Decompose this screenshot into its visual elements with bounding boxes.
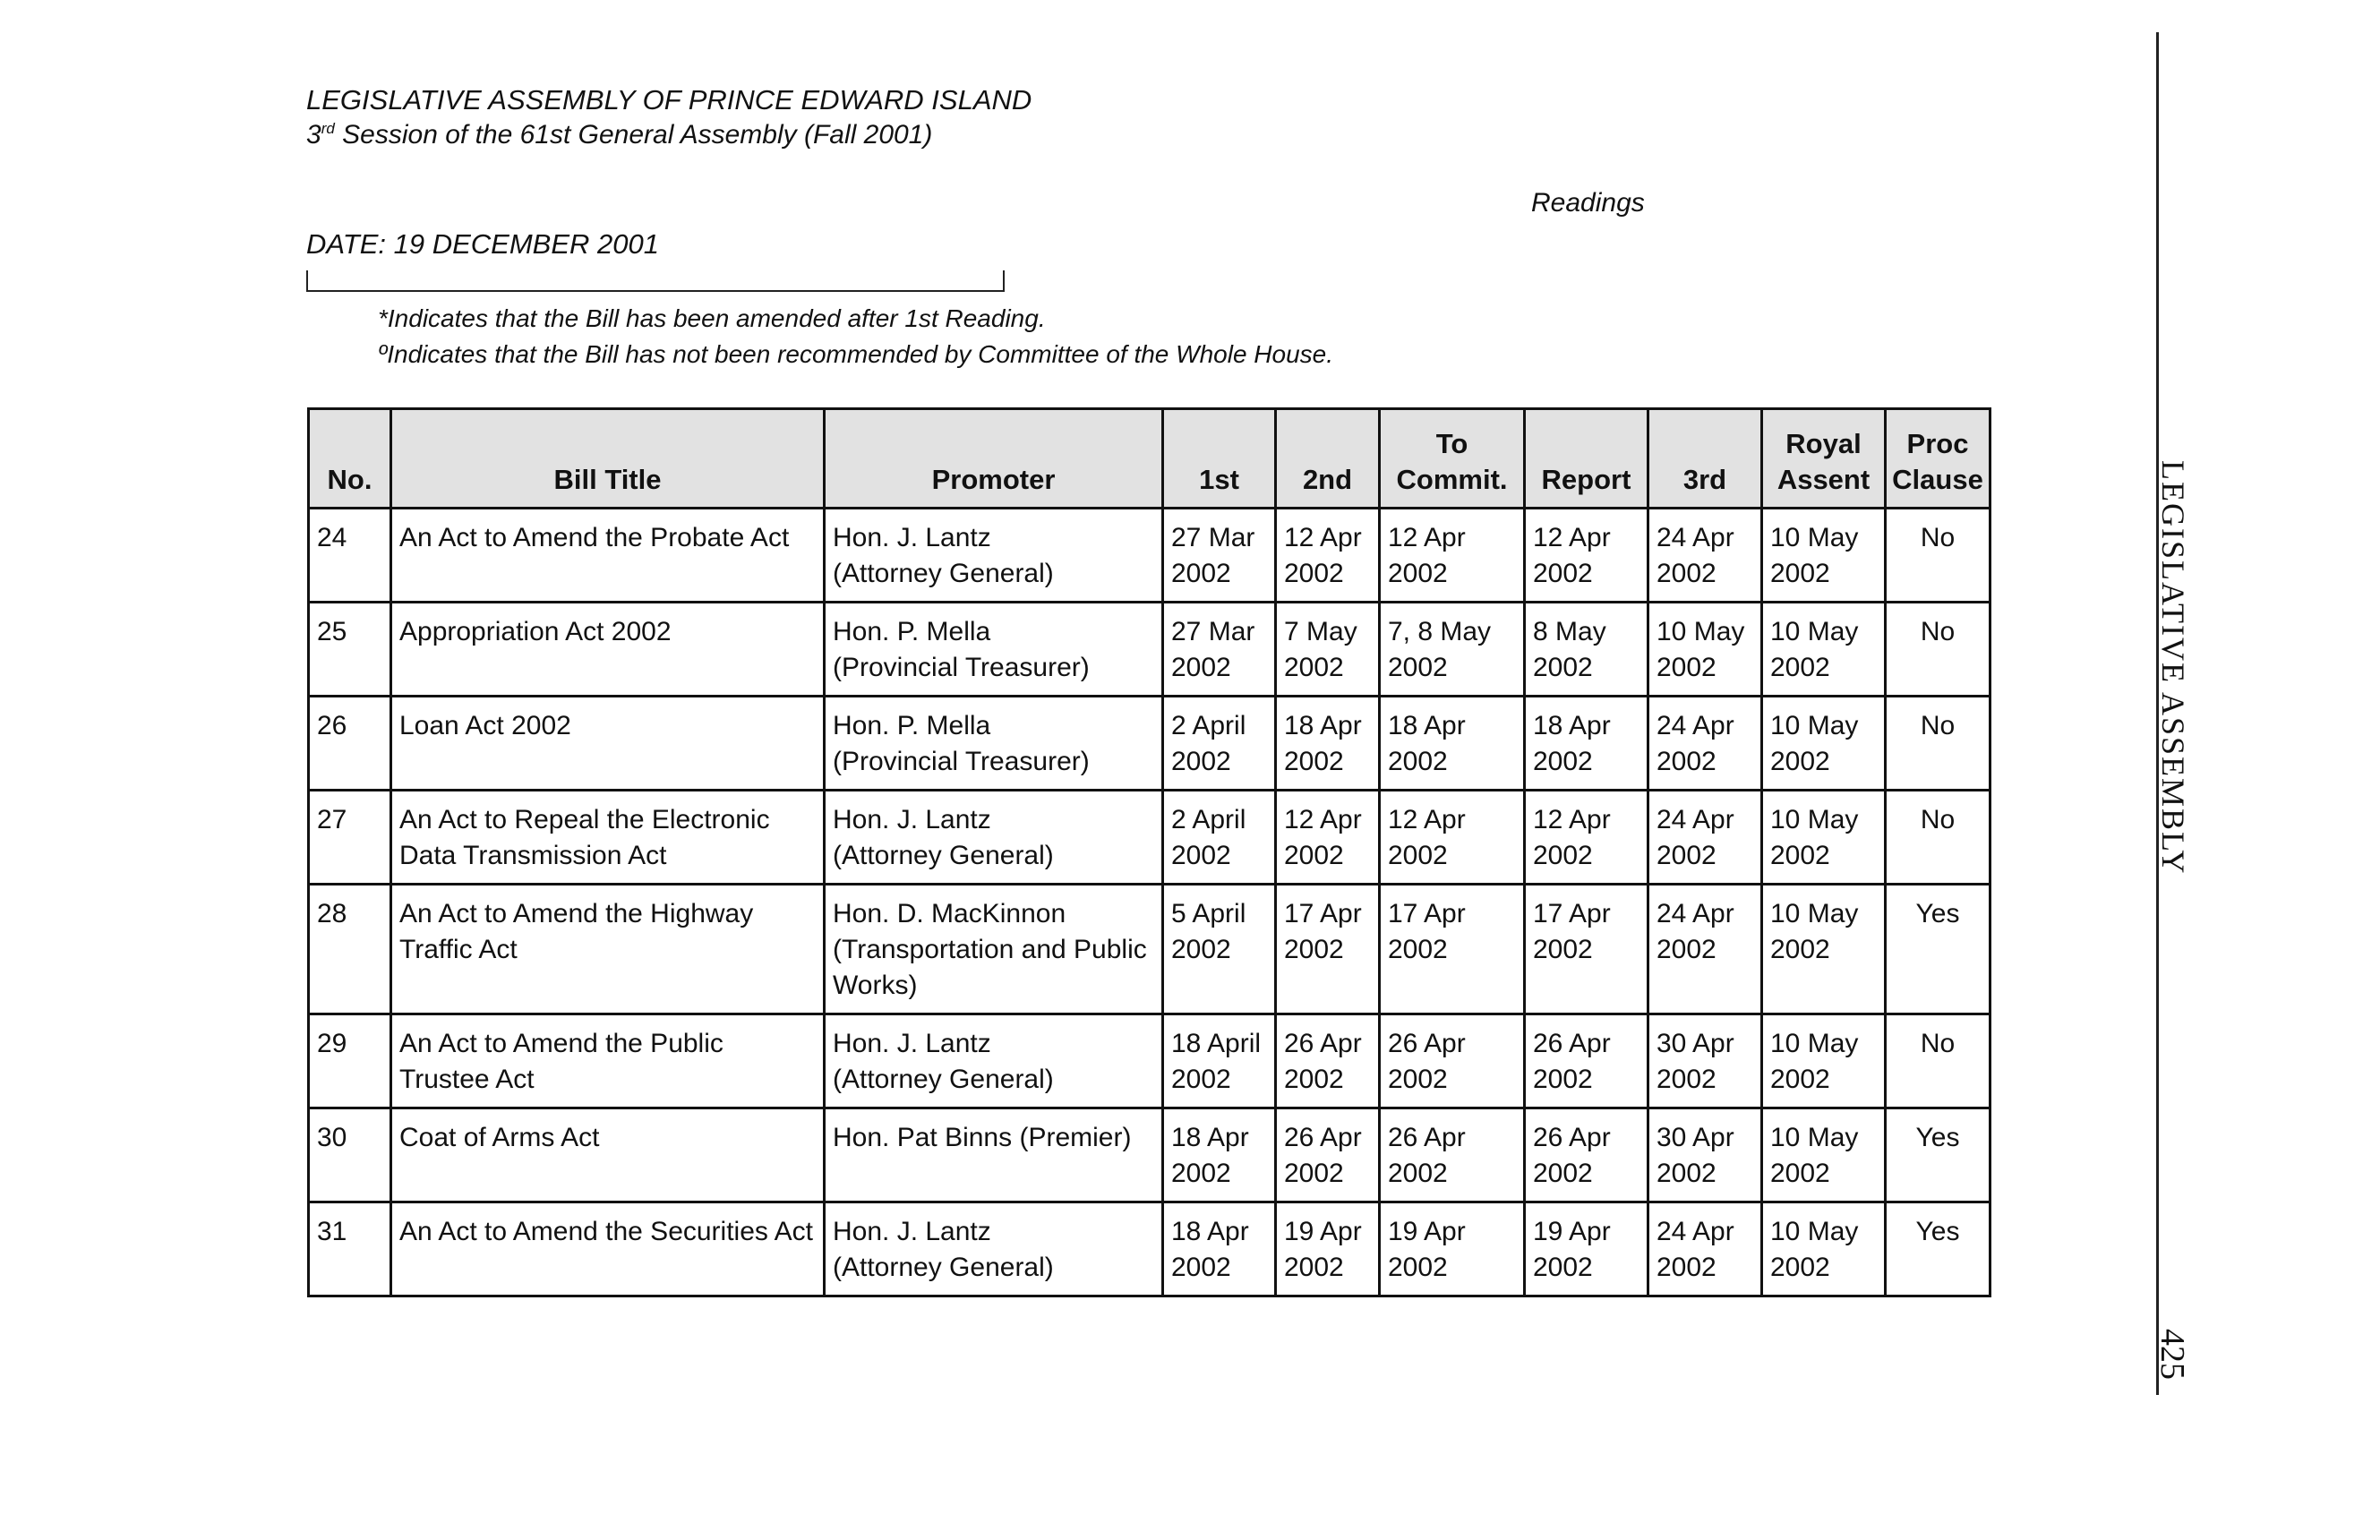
to-commit-date: 26 Apr 2002 <box>1380 1108 1525 1202</box>
table-row <box>309 603 1990 697</box>
report-date: 19 Apr 2002 <box>1525 1202 1648 1296</box>
proc-clause-value: Yes <box>1886 1202 1990 1296</box>
table-row <box>309 697 1990 791</box>
col-header-first-reading: 1st <box>1163 409 1276 509</box>
table-row <box>309 791 1990 885</box>
second-reading-date: 26 Apr 2002 <box>1276 1014 1380 1108</box>
table-row <box>309 1202 1990 1296</box>
royal-assent-date: 10 May 2002 <box>1762 1202 1886 1296</box>
bill-number: 28 <box>309 885 391 1014</box>
royal-assent-date: 10 May 2002 <box>1762 1014 1886 1108</box>
first-reading-date: 2 April 2002 <box>1163 791 1276 885</box>
third-reading-date: 24 Apr 2002 <box>1648 1202 1762 1296</box>
date-line: DATE: 19 DECEMBER 2001 <box>306 228 659 260</box>
bill-title: Coat of Arms Act <box>391 1108 825 1202</box>
col-header-second-reading: 2nd <box>1276 409 1380 509</box>
bill-title: Loan Act 2002 <box>391 697 825 791</box>
third-reading-date: 24 Apr 2002 <box>1648 885 1762 1014</box>
first-reading-date: 5 April 2002 <box>1163 885 1276 1014</box>
blank-field-bracket <box>306 270 1005 292</box>
first-reading-date: 18 Apr 2002 <box>1163 1108 1276 1202</box>
report-date: 8 May 2002 <box>1525 603 1648 697</box>
note-amended: *Indicates that the Bill has been amended after 1st Reading. <box>378 304 1046 332</box>
report-date: 17 Apr 2002 <box>1525 885 1648 1014</box>
proc-clause-value: Yes <box>1886 885 1990 1014</box>
bill-number: 29 <box>309 1014 391 1108</box>
bill-number: 25 <box>309 603 391 697</box>
session-description: Session of the 61st General Assembly (Fall 2001) <box>334 120 933 150</box>
readings-label: Readings <box>1531 188 1645 218</box>
bill-promoter: Hon. J. Lantz (Attorney General) <box>825 509 1163 603</box>
proc-clause-value: No <box>1886 697 1990 791</box>
third-reading-date: 24 Apr 2002 <box>1648 791 1762 885</box>
second-reading-date: 17 Apr 2002 <box>1276 885 1380 1014</box>
note-not-recommended: ºIndicates that the Bill has not been recommended by Committee of the Whole House. <box>378 340 1334 368</box>
second-reading-date: 26 Apr 2002 <box>1276 1108 1380 1202</box>
bill-number: 27 <box>309 791 391 885</box>
third-reading-date: 30 Apr 2002 <box>1648 1108 1762 1202</box>
bill-title: An Act to Amend the Highway Traffic Act <box>391 885 825 1014</box>
bill-title: Appropriation Act 2002 <box>391 603 825 697</box>
to-commit-date: 7, 8 May 2002 <box>1380 603 1525 697</box>
first-reading-date: 27 Mar 2002 <box>1163 603 1276 697</box>
session-ordinal-suffix: rd <box>321 120 335 137</box>
report-date: 26 Apr 2002 <box>1525 1108 1648 1202</box>
report-date: 18 Apr 2002 <box>1525 697 1648 791</box>
col-header-promoter: Promoter <box>825 409 1163 509</box>
second-reading-date: 18 Apr 2002 <box>1276 697 1380 791</box>
royal-assent-date: 10 May 2002 <box>1762 1108 1886 1202</box>
second-reading-date: 12 Apr 2002 <box>1276 509 1380 603</box>
to-commit-date: 26 Apr 2002 <box>1380 1014 1525 1108</box>
session-ordinal: 3 <box>306 120 321 150</box>
col-header-no: No. <box>309 409 391 509</box>
col-header-bill-title: Bill Title <box>391 409 825 509</box>
first-reading-date: 2 April 2002 <box>1163 697 1276 791</box>
col-header-royal-assent: Royal Assent <box>1762 409 1886 509</box>
second-reading-date: 12 Apr 2002 <box>1276 791 1380 885</box>
to-commit-date: 19 Apr 2002 <box>1380 1202 1525 1296</box>
bill-number: 30 <box>309 1108 391 1202</box>
proc-clause-value: No <box>1886 603 1990 697</box>
bill-number: 31 <box>309 1202 391 1296</box>
first-reading-date: 27 Mar 2002 <box>1163 509 1276 603</box>
table-header-row <box>309 409 1990 509</box>
third-reading-date: 30 Apr 2002 <box>1648 1014 1762 1108</box>
royal-assent-date: 10 May 2002 <box>1762 603 1886 697</box>
bill-number: 24 <box>309 509 391 603</box>
col-header-proc-clause: Proc Clause <box>1886 409 1990 509</box>
bill-title: An Act to Amend the Securities Act <box>391 1202 825 1296</box>
third-reading-date: 10 May 2002 <box>1648 603 1762 697</box>
second-reading-date: 19 Apr 2002 <box>1276 1202 1380 1296</box>
bill-number: 26 <box>309 697 391 791</box>
report-date: 12 Apr 2002 <box>1525 509 1648 603</box>
bill-promoter: Hon. P. Mella (Provincial Treasurer) <box>825 697 1163 791</box>
first-reading-date: 18 Apr 2002 <box>1163 1202 1276 1296</box>
bill-title: An Act to Amend the Public Trustee Act <box>391 1014 825 1108</box>
to-commit-date: 17 Apr 2002 <box>1380 885 1525 1014</box>
first-reading-date: 18 April 2002 <box>1163 1014 1276 1108</box>
bill-title: An Act to Repeal the Electronic Data Transmission Act <box>391 791 825 885</box>
assembly-title: LEGISLATIVE ASSEMBLY OF PRINCE EDWARD ISLAND <box>306 84 1032 116</box>
col-header-report: Report <box>1525 409 1648 509</box>
bill-promoter: Hon. Pat Binns (Premier) <box>825 1108 1163 1202</box>
to-commit-date: 18 Apr 2002 <box>1380 697 1525 791</box>
table-row <box>309 885 1990 1014</box>
running-head-vertical: LEGISLATIVE ASSEMBLY <box>2155 460 2191 876</box>
royal-assent-date: 10 May 2002 <box>1762 509 1886 603</box>
table-row <box>309 509 1990 603</box>
bill-title: An Act to Amend the Probate Act <box>391 509 825 603</box>
second-reading-date: 7 May 2002 <box>1276 603 1380 697</box>
report-date: 12 Apr 2002 <box>1525 791 1648 885</box>
session-line <box>306 120 932 150</box>
proc-clause-value: No <box>1886 509 1990 603</box>
bill-promoter: Hon. D. MacKinnon (Transportation and Public Works) <box>825 885 1163 1014</box>
to-commit-date: 12 Apr 2002 <box>1380 791 1525 885</box>
col-header-to-commit: To Commit. <box>1380 409 1525 509</box>
table-row <box>309 1108 1990 1202</box>
bills-table <box>307 407 1991 1297</box>
report-date: 26 Apr 2002 <box>1525 1014 1648 1108</box>
bill-promoter: Hon. J. Lantz (Attorney General) <box>825 1202 1163 1296</box>
bill-promoter: Hon. J. Lantz (Attorney General) <box>825 791 1163 885</box>
royal-assent-date: 10 May 2002 <box>1762 885 1886 1014</box>
proc-clause-value: No <box>1886 1014 1990 1108</box>
third-reading-date: 24 Apr 2002 <box>1648 697 1762 791</box>
to-commit-date: 12 Apr 2002 <box>1380 509 1525 603</box>
royal-assent-date: 10 May 2002 <box>1762 791 1886 885</box>
proc-clause-value: No <box>1886 791 1990 885</box>
third-reading-date: 24 Apr 2002 <box>1648 509 1762 603</box>
col-header-third-reading: 3rd <box>1648 409 1762 509</box>
proc-clause-value: Yes <box>1886 1108 1990 1202</box>
royal-assent-date: 10 May 2002 <box>1762 697 1886 791</box>
bill-promoter: Hon. P. Mella (Provincial Treasurer) <box>825 603 1163 697</box>
table-row <box>309 1014 1990 1108</box>
bill-promoter: Hon. J. Lantz (Attorney General) <box>825 1014 1163 1108</box>
page-number: 425 <box>2153 1329 2191 1380</box>
